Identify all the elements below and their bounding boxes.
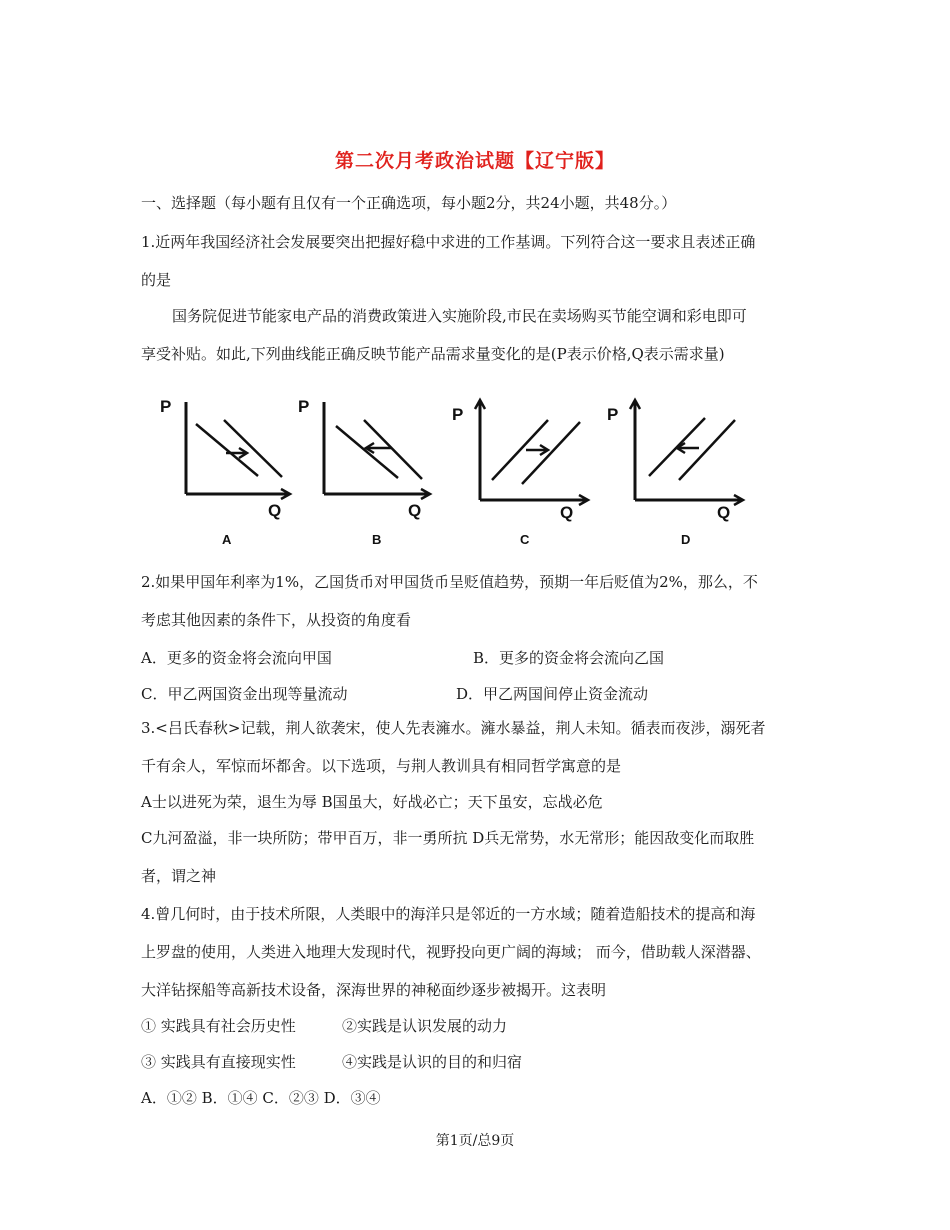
q4-stem-line-2: 上罗盘的使用，人类进入地理大发现时代，视野投向更广阔的海域； 而今，借助载人深潜器、 — [141, 943, 761, 961]
graph-a — [150, 392, 300, 552]
q1-material-line-1: 国务院促进节能家电产品的消费政策进入实施阶段,市民在卖场购买节能空调和彩电即可 — [172, 307, 747, 325]
q3-options-line-3: 者，谓之神 — [141, 867, 217, 885]
q2-option-d: D．甲乙两国间停止资金流动 — [456, 685, 649, 703]
graph-b-label: B — [372, 532, 382, 547]
q4-stem-line-1: 4.曾几何时，由于技术所限，人类眼中的海洋只是邻近的一方水域；随着造船技术的提高和海 — [141, 905, 756, 923]
graph-c — [450, 392, 600, 552]
graph-d-q-label: Q — [717, 503, 731, 522]
q2-stem-line-2: 考虑其他因素的条件下，从投资的角度看 — [141, 611, 412, 629]
page-footer: 第1页/总9页 — [435, 1133, 515, 1149]
q2-option-b: B．更多的资金将会流向乙国 — [473, 649, 665, 667]
graph-c-label: C — [520, 532, 530, 547]
graph-b-q-label: Q — [408, 501, 422, 520]
q1-stem-line-1: 1.近两年我国经济社会发展要突出把握好稳中求进的工作基调。下列符合这一要求且表述正确 — [141, 233, 756, 251]
graph-a-q-label: Q — [268, 501, 282, 520]
graph-d — [605, 392, 755, 552]
q2-stem-line-1: 2.如果甲国年利率为1%，乙国货币对甲国货币呈贬值趋势，预期一年后贬值为2%，那么，不 — [141, 573, 758, 591]
graph-b — [298, 392, 448, 552]
graph-b-p-label: P — [298, 397, 310, 416]
q3-options-line-1: A士以进死为荣，退生为辱 B国虽大，好战必亡；天下虽安，忘战必危 — [141, 793, 603, 811]
section-heading: 一、选择题（每小题有且仅有一个正确选项，每小题2分，共24小题，共48分。） — [141, 194, 677, 212]
graph-d-p-label: P — [607, 405, 619, 424]
q4-item-4: ④实践是认识的目的和归宿 — [342, 1053, 523, 1071]
q4-stem-line-3: 大洋钻探船等高新技术设备，深海世界的神秘面纱逐步被揭开。这表明 — [141, 981, 607, 999]
q4-item-1: ① 实践具有社会历史性 — [141, 1017, 296, 1035]
q3-stem-line-2: 千有余人，军惊而坏都舍。以下选项，与荆人教训具有相同哲学寓意的是 — [141, 757, 622, 775]
page-title: 第二次月考政治试题【辽宁版】 — [334, 150, 615, 172]
graph-a-label: A — [222, 532, 232, 547]
q4-item-3: ③ 实践具有直接现实性 — [141, 1053, 296, 1071]
q3-options-line-2: C九河盈溢，非一块所防；带甲百万，非一勇所抗 D兵无常势，水无常形；能因敌变化而取胜 — [141, 829, 755, 847]
q3-stem-line-1: 3.<吕氏春秋>记载，荆人欲袭宋，使人先表澭水。澭水暴益，荆人未知。循表而夜涉，溺死者 — [141, 719, 766, 737]
graph-c-q-label: Q — [560, 503, 574, 522]
q2-option-a: A．更多的资金将会流向甲国 — [141, 649, 332, 667]
q1-stem-line-2: 的是 — [141, 271, 172, 289]
q2-option-c: C．甲乙两国资金出现等量流动 — [141, 685, 348, 703]
q4-options: A．①② B．①④ C．②③ D．③④ — [141, 1089, 381, 1107]
graph-c-p-label: P — [452, 405, 464, 424]
graph-d-label: D — [681, 532, 691, 547]
graph-a-p-label: P — [160, 397, 172, 416]
q4-item-2: ②实践是认识发展的动力 — [342, 1017, 508, 1035]
demand-curve-figures — [150, 392, 790, 552]
q1-material-line-2: 享受补贴。如此,下列曲线能正确反映节能产品需求量变化的是(P表示价格,Q表示需求量) — [141, 345, 725, 363]
